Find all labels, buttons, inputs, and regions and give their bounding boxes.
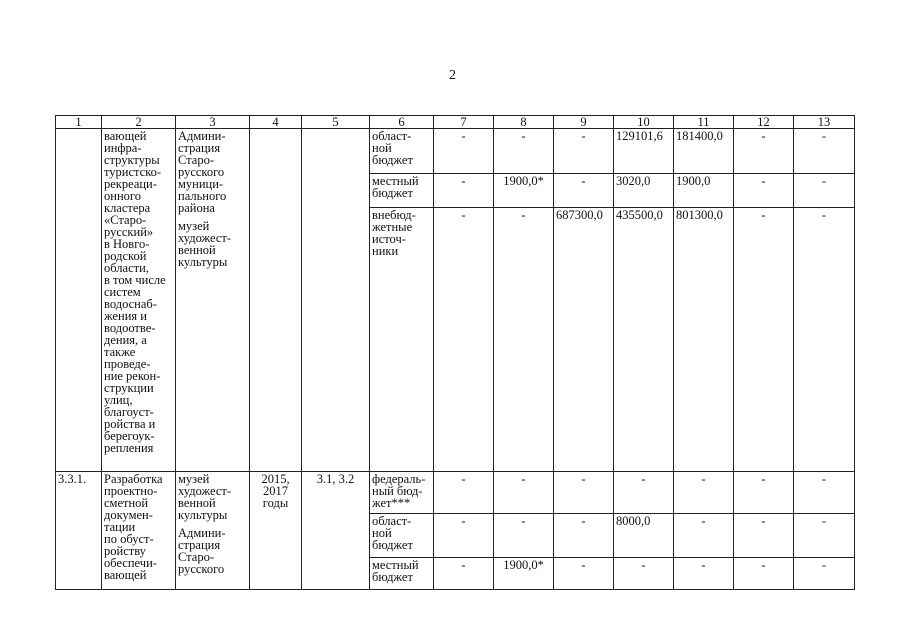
funding-source-cell: местный бюджет: [370, 174, 434, 208]
header-row: [56, 116, 855, 129]
value-cell: 8000,0: [614, 514, 674, 558]
value-cell: -: [434, 208, 494, 472]
value-cell: -: [674, 472, 734, 514]
executor-text: музей художест- венной культуры: [178, 472, 232, 522]
value-cell: 435500,0: [614, 208, 674, 472]
value-cell: -: [434, 129, 494, 174]
executor-cell: [176, 129, 250, 472]
value-cell: -: [554, 472, 614, 514]
value-cell: -: [434, 174, 494, 208]
executor-text: музей художест- венной культуры: [178, 219, 232, 269]
value-cell: -: [734, 558, 794, 590]
header-cell: 11: [674, 116, 734, 129]
header-cell: 1: [56, 116, 102, 129]
funding-source-cell: област- ной бюджет: [370, 129, 434, 174]
value-cell: -: [614, 472, 674, 514]
header-cell: 8: [494, 116, 554, 129]
target-cell: 3.1, 3.2: [302, 472, 370, 590]
period-cell: [250, 129, 302, 472]
header-cell: 3: [176, 116, 250, 129]
target-cell: [302, 129, 370, 472]
value-cell: -: [494, 514, 554, 558]
table-row: [56, 472, 855, 514]
value-cell: -: [494, 208, 554, 472]
value-cell: 3020,0: [614, 174, 674, 208]
funding-source-cell: внебюд- жетные источ- ники: [370, 208, 434, 472]
value-cell: -: [794, 129, 855, 174]
value-cell: 687300,0: [554, 208, 614, 472]
item-number-cell: [56, 129, 102, 472]
value-cell: -: [674, 514, 734, 558]
value-cell: 181400,0: [674, 129, 734, 174]
value-cell: -: [554, 558, 614, 590]
value-cell: -: [674, 558, 734, 590]
event-description-cell: Разработка проектно- сметной докумен- тации по обуст- ройству обеспечи- вающей: [102, 472, 176, 590]
value-cell: -: [614, 558, 674, 590]
header-cell: 10: [614, 116, 674, 129]
header-cell: 9: [554, 116, 614, 129]
value-cell: -: [554, 129, 614, 174]
value-cell: -: [554, 174, 614, 208]
value-cell: -: [734, 472, 794, 514]
value-cell: -: [494, 472, 554, 514]
value-cell: -: [794, 208, 855, 472]
value-cell: -: [734, 514, 794, 558]
value-cell: 1900,0*: [494, 558, 554, 590]
funding-source-cell: местный бюджет: [370, 558, 434, 590]
value-cell: -: [794, 514, 855, 558]
value-cell: -: [554, 514, 614, 558]
value-cell: 1900,0*: [494, 174, 554, 208]
executor-text: Админи- страция Старо- русского муници- пального района: [178, 129, 227, 215]
value-cell: -: [434, 514, 494, 558]
event-description-cell: вающей инфра- структуры туристско- рекреаци- онного кластера «Старо- русский» в Новго- родской области, в том числе систем водоснаб- жения и водоотве- дения, а также проведе- ние рекон- струкции улиц, благоуст- ройства и берегоук- репления: [102, 129, 176, 472]
header-cell: 13: [794, 116, 855, 129]
value-cell: -: [794, 174, 855, 208]
value-cell: 801300,0: [674, 208, 734, 472]
value-cell: -: [734, 208, 794, 472]
value-cell: -: [494, 129, 554, 174]
header-cell: 2: [102, 116, 176, 129]
value-cell: -: [794, 558, 855, 590]
period-cell: 2015, 2017 годы: [250, 472, 302, 590]
program-table: [55, 115, 855, 590]
value-cell: -: [734, 174, 794, 208]
item-number-cell: 3.3.1.: [56, 472, 102, 590]
value-cell: -: [434, 558, 494, 590]
page-number: 2: [449, 68, 456, 83]
header-cell: 6: [370, 116, 434, 129]
funding-source-cell: област- ной бюджет: [370, 514, 434, 558]
value-cell: 1900,0: [674, 174, 734, 208]
value-cell: -: [794, 472, 855, 514]
value-cell: 129101,6: [614, 129, 674, 174]
executor-cell: [176, 472, 250, 590]
table-row: [56, 129, 855, 174]
header-cell: 7: [434, 116, 494, 129]
executor-text: Админи- страция Старо- русского: [178, 526, 226, 576]
header-cell: 4: [250, 116, 302, 129]
value-cell: -: [434, 472, 494, 514]
value-cell: -: [734, 129, 794, 174]
funding-source-cell: федераль- ный бюд- жет***: [370, 472, 434, 514]
header-cell: 5: [302, 116, 370, 129]
header-cell: 12: [734, 116, 794, 129]
